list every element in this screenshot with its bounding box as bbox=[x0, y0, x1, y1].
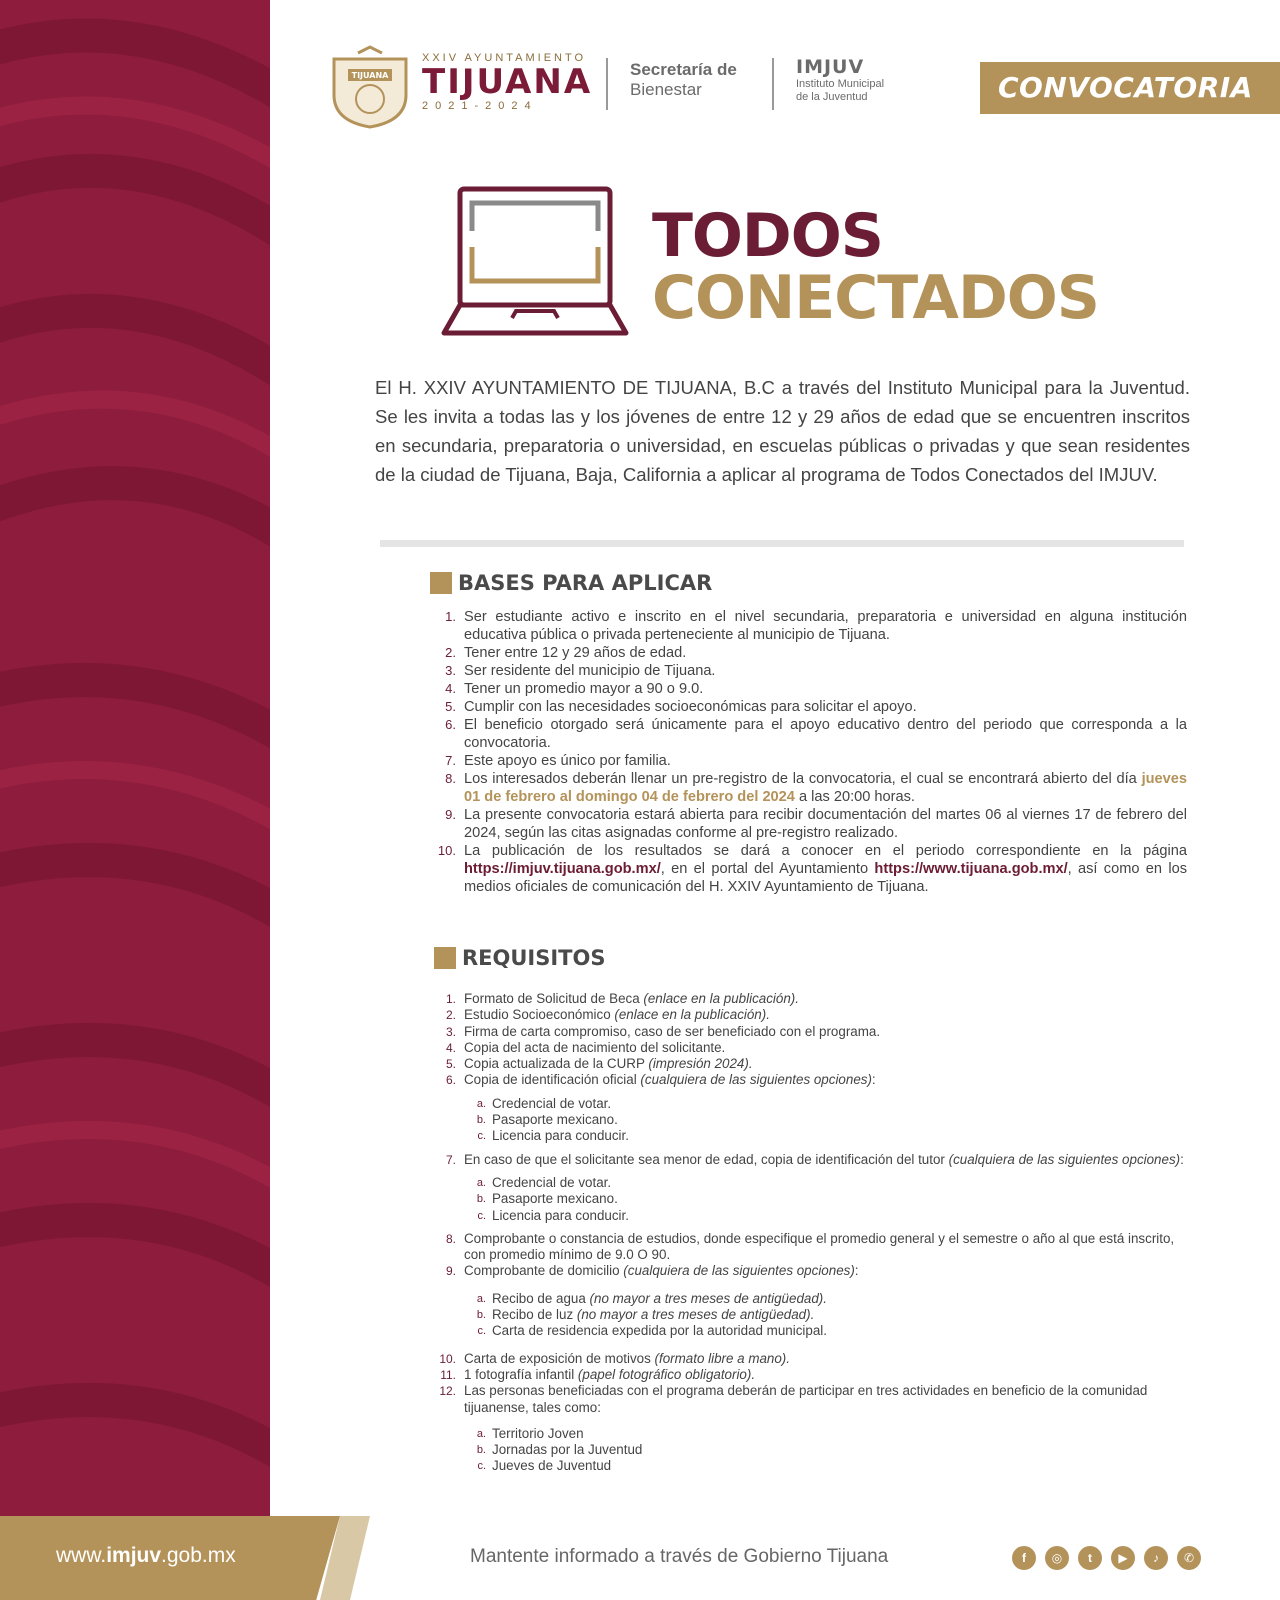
tijuana-seal-logo bbox=[328, 45, 412, 129]
sub-item: b. Recibo de luz (no mayor a tres meses de antigüedad). bbox=[476, 1307, 815, 1323]
list-item: 6. El beneficio otorgado será únicamente para el apoyo educativo dentro del periodo que corresponda a la convocatoria. bbox=[445, 717, 1187, 751]
heading-square-icon bbox=[430, 572, 452, 594]
header-divider-2 bbox=[772, 58, 774, 110]
imjuv-label: IMJUV bbox=[796, 56, 865, 78]
requisitos-heading-text: REQUISITOS bbox=[462, 946, 606, 970]
list-item: 7. En caso de que el solicitante sea menor de edad, copia de identificación del tutor (cualquiera de las siguientes opciones): bbox=[445, 1151, 1184, 1167]
list-item: 5. Cumplir con las necesidades socioeconómicas para solicitar el apoyo. bbox=[445, 699, 917, 715]
list-item: 6. Copia de identificación oficial (cualquiera de las siguientes opciones): bbox=[445, 1072, 876, 1088]
tijuana-label: TIJUANA bbox=[422, 62, 593, 102]
whatsapp-icon[interactable]: ✆ bbox=[1177, 1546, 1201, 1570]
list-item: 9. Comprobante de domicilio (cualquiera de las siguientes opciones): bbox=[445, 1263, 859, 1279]
term-years: 2021-2024 bbox=[422, 100, 538, 112]
laptop-icon bbox=[440, 185, 640, 340]
heading-square-icon bbox=[434, 947, 456, 969]
header bbox=[270, 0, 1280, 170]
svg-text:TIJUANA: TIJUANA bbox=[351, 71, 389, 80]
sub-item: c. Jueves de Juventud bbox=[477, 1458, 612, 1474]
sub-item: a. Credencial de votar. bbox=[476, 1095, 612, 1111]
list-item: 5. Copia actualizada de la CURP (impresión 2024). bbox=[445, 1056, 753, 1072]
list-item: 12. Las personas beneficiadas con el programa deberán de participar en tres actividades en beneficio de la comunidad tijuanense, tales como: bbox=[439, 1383, 1148, 1415]
secretaria-logo bbox=[630, 60, 737, 100]
tiktok-icon[interactable]: ♪ bbox=[1144, 1546, 1168, 1570]
activities-list bbox=[472, 1426, 1194, 1475]
ayuntamiento-label: XXIV AYUNTAMIENTO bbox=[422, 52, 587, 64]
list-item: 11. 1 fotografía infantil (papel fotográfico obligatorio). bbox=[440, 1366, 756, 1382]
sub-item: c. Licencia para conducir. bbox=[477, 1207, 629, 1223]
sub-item: b. Jornadas por la Juventud bbox=[476, 1442, 643, 1458]
convocatoria-banner: CONVOCATORIA bbox=[980, 62, 1280, 114]
list-item: 3. Ser residente del municipio de Tijuana. bbox=[445, 663, 716, 679]
twitter-icon[interactable]: t bbox=[1078, 1546, 1102, 1570]
tutor-id-options-list bbox=[472, 1175, 1194, 1224]
section-divider bbox=[380, 540, 1184, 547]
youtube-icon[interactable]: ▶ bbox=[1111, 1546, 1135, 1570]
bases-heading bbox=[430, 571, 712, 595]
list-item: 7. Este apoyo es único por familia. bbox=[445, 753, 671, 769]
requisitos-list bbox=[430, 991, 1194, 1482]
bases-list bbox=[430, 608, 1187, 896]
sub-item: a. Territorio Joven bbox=[476, 1425, 584, 1441]
header-divider-1 bbox=[606, 58, 608, 110]
imjuv-logo bbox=[796, 56, 884, 104]
list-item: 8. Comprobante o constancia de estudios, donde especifique el promedio general y el semestre o año al que está inscrito, con promedio mínimo de 9.0 O 90. bbox=[445, 1230, 1175, 1263]
bases-heading-text: BASES PARA APLICAR bbox=[458, 571, 713, 595]
instagram-icon[interactable]: ◎ bbox=[1045, 1546, 1069, 1570]
secretaria-line-1: Secretaría de bbox=[630, 60, 737, 79]
requisitos-heading bbox=[434, 946, 605, 970]
website-link[interactable]: www.imjuv.gob.mx bbox=[56, 1544, 236, 1567]
tijuana-portal-link[interactable]: https://www.tijuana.gob.mx/ bbox=[874, 861, 1068, 877]
list-item: 2. Tener entre 12 y 29 años de edad. bbox=[445, 645, 687, 661]
imjuv-sub-2: de la Juventud bbox=[796, 91, 868, 103]
list-item: 1. Ser estudiante activo e inscrito en el nivel secundaria, preparatoria e universidad en alguna institución educativa pública o privada perteneciente al municipio de Tijuana. bbox=[445, 609, 1187, 643]
sub-item: b. Pasaporte mexicano. bbox=[476, 1112, 618, 1128]
sub-item: a. Recibo de agua (no mayor a tres meses de antigüedad). bbox=[476, 1290, 827, 1306]
imjuv-sub-1: Instituto Municipal bbox=[796, 78, 885, 90]
imjuv-link[interactable]: https://imjuv.tijuana.gob.mx/ bbox=[464, 861, 661, 877]
footer bbox=[0, 1516, 1280, 1600]
facebook-icon[interactable]: f bbox=[1012, 1546, 1036, 1570]
list-item: 4. Tener un promedio mayor a 90 o 9.0. bbox=[445, 681, 704, 697]
tijuana-wordmark bbox=[422, 52, 592, 112]
title-line-1: TODOS bbox=[652, 201, 883, 271]
list-item: 8. Los interesados deberán llenar un pre-registro de la convocatoria, el cual se encontrará abierto del día jueves 01 de febrero al domingo 04 de febrero del 2024 a las 20:00 horas. bbox=[445, 771, 1187, 805]
title-line-2: CONECTADOS bbox=[652, 263, 1100, 333]
list-item: 4. Copia del acta de nacimiento del solicitante. bbox=[445, 1039, 726, 1055]
secretaria-line-2: Bienestar bbox=[630, 80, 702, 99]
footer-tagline: Mantente informado a través de Gobierno Tijuana bbox=[470, 1546, 889, 1567]
social-icons bbox=[1012, 1546, 1201, 1570]
domicilio-options-list bbox=[472, 1291, 1194, 1340]
sub-item: c. Licencia para conducir. bbox=[477, 1128, 629, 1144]
list-item: 3. Firma de carta compromiso, caso de ser beneficiado con el programa. bbox=[445, 1023, 881, 1039]
list-item: 9. La presente convocatoria estará abierta para recibir documentación del martes 06 al viernes 17 de febrero del 2024, según las citas asignadas conforme al pre-registro realizado. bbox=[445, 807, 1187, 841]
sub-item: b. Pasaporte mexicano. bbox=[476, 1191, 618, 1207]
page-title bbox=[652, 201, 1100, 333]
list-item: 10. Carta de exposición de motivos (formato libre a mano). bbox=[439, 1350, 790, 1366]
intro-paragraph: El H. XXIV AYUNTAMIENTO DE TIJUANA, B.C a través del Instituto Municipal para la Juventud. Se les invita a todas las y los jóvenes de entre 12 y 29 años de edad que se encuentren inscritos en secundaria, preparatoria o universidad, en escuelas públicas o privadas y que sean residentes de la ciudad de Tijuana, Baja, California a aplicar al programa de Todos Conectados del IMJUV. bbox=[375, 377, 1190, 485]
id-options-list bbox=[472, 1096, 1194, 1145]
sub-item: a. Credencial de votar. bbox=[476, 1174, 612, 1190]
band-pattern bbox=[0, 0, 270, 1516]
list-item: 10. La publicación de los resultados se dará a conocer en el periodo correspondiente en la página https://imjuv.tijuana.gob.mx/, en el portal del Ayuntamiento https://www.tijuana.gob.mx/, así como en los medios oficiales de comunicación del H. XXIV Ayuntamiento de Tijuana. bbox=[437, 843, 1187, 895]
list-item: 1. Formato de Solicitud de Beca (enlace en la publicación). bbox=[445, 991, 799, 1006]
sub-item: c. Carta de residencia expedida por la autoridad municipal. bbox=[477, 1323, 827, 1339]
decorative-side-band bbox=[0, 0, 270, 1516]
list-item: 2. Estudio Socioeconómico (enlace en la publicación). bbox=[445, 1007, 770, 1023]
registration-dates: jueves 01 de febrero al domingo 04 de febrero del 2024 bbox=[464, 771, 1187, 805]
